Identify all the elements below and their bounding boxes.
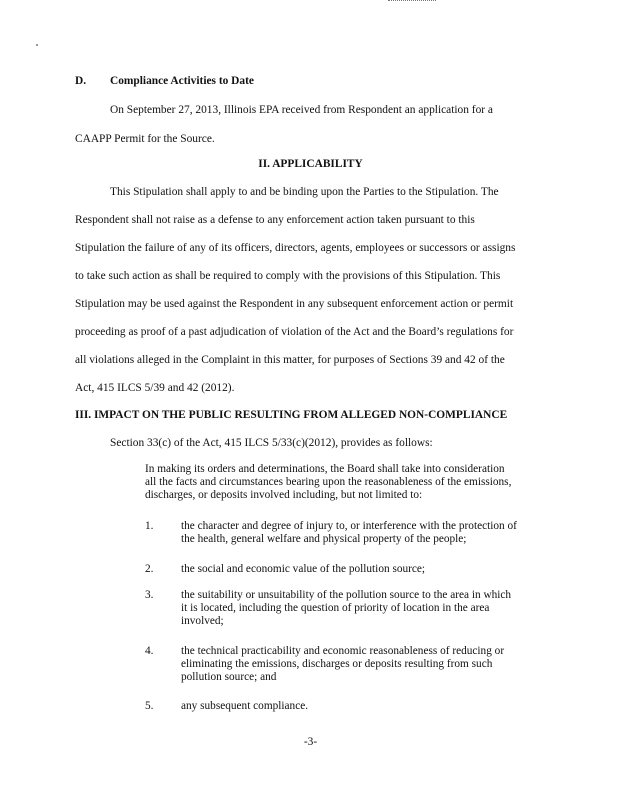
list-item-number: 3. [145,589,154,601]
impact-intro: Section 33(c) of the Act, 415 ILCS 5/33(c)(2012), provides as follows: [110,437,433,449]
list-item-line: the character and degree of injury to, or interference with the protection of [181,520,517,532]
scan-speck [36,44,38,46]
list-item-line: it is located, including the question of priority of location in the area [181,602,490,614]
page-number: -3- [303,736,318,748]
list-item-number: 5. [145,700,154,712]
scan-mark [388,0,436,3]
list-item-line: pollution source; and [181,671,277,683]
applicability-line: Stipulation may be used against the Respondent in any subsequent enforcement action or permit [75,298,514,310]
applicability-line: Stipulation the failure of any of its officers, directors, agents, employees or successors or assigns [75,242,516,254]
quote-line: discharges, or deposits involved including, but not limited to: [145,489,423,501]
impact-heading: III. IMPACT ON THE PUBLIC RESULTING FROM ALLEGED NON-COMPLIANCE [75,409,508,421]
applicability-line: Respondent shall not raise as a defense to any enforcement action taken pursuant to this [75,214,475,226]
list-item-number: 4. [145,645,154,657]
section-d-line-2: CAAPP Permit for the Source. [75,133,215,145]
applicability-line: proceeding as proof of a past adjudication of violation of the Act and the Board’s regulations for [75,326,514,338]
list-item-line: the suitability or unsuitability of the pollution source to the area in which [181,589,512,601]
list-item-line: the technical practicability and economic reasonableness of reducing or [181,645,505,657]
section-d-label: D. [75,75,87,87]
quote-line: In making its orders and determinations, the Board shall take into consideration [145,463,505,475]
list-item-line: the social and economic value of the pollution source; [181,563,426,575]
section-d-title: Compliance Activities to Date [110,75,254,87]
applicability-line: all violations alleged in the Complaint in this matter, for purposes of Sections 39 and 42 of the [75,354,505,366]
list-item-number: 2. [145,563,154,575]
list-item-line: the health, general welfare and physical property of the people; [181,533,467,545]
list-item-number: 1. [145,520,154,532]
list-item-line: eliminating the emissions, discharges or deposits resulting from such [181,658,493,670]
list-item-line: involved; [181,615,224,627]
applicability-line: to take such action as shall be required to comply with the provisions of this Stipulation. This [75,270,501,282]
applicability-line: Act, 415 ILCS 5/39 and 42 (2012). [75,382,235,394]
list-item-line: any subsequent compliance. [181,700,309,712]
section-d-line-1: On September 27, 2013, Illinois EPA received from Respondent an application for a [110,104,493,116]
applicability-heading: II. APPLICABILITY [258,158,363,170]
quote-line: all the facts and circumstances bearing upon the reasonableness of the emissions, [145,476,512,488]
applicability-line: This Stipulation shall apply to and be binding upon the Parties to the Stipulation. The [110,186,499,198]
